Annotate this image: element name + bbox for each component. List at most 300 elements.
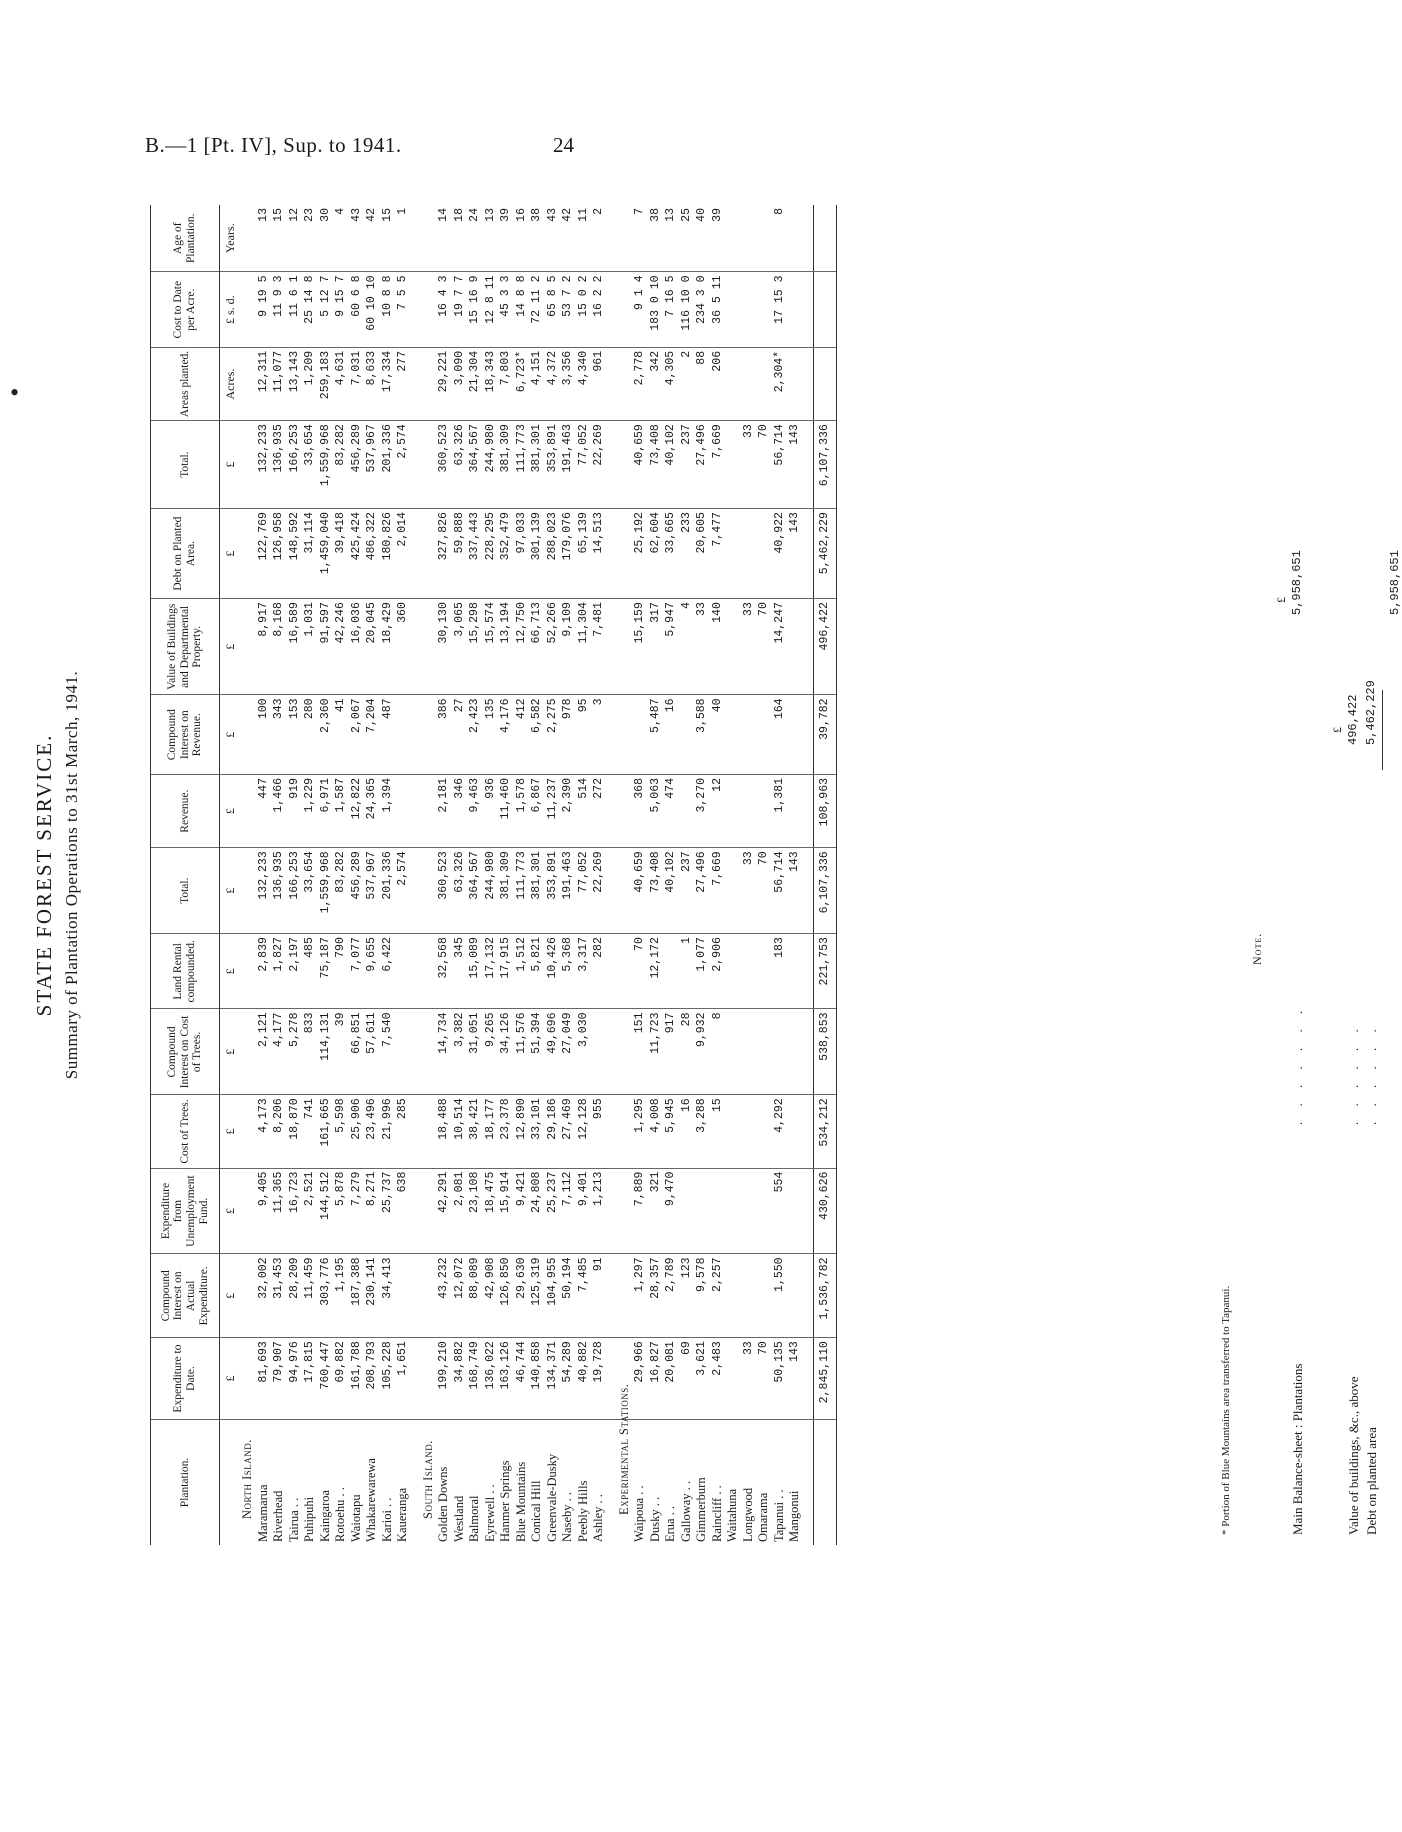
table-cell: 1,031 xyxy=(302,599,318,695)
table-row xyxy=(576,205,592,1545)
table-cell: 12,172 xyxy=(648,934,664,1009)
table-cell: 9,932 xyxy=(694,1009,710,1095)
table-cell: 487 xyxy=(380,695,396,775)
table-cell: 43 xyxy=(349,205,365,272)
table-cell: 21,304 xyxy=(467,347,483,420)
plantation-name: Dusky . . xyxy=(647,1496,662,1542)
table-cell xyxy=(725,848,741,934)
table-cell: 57,611 xyxy=(364,1009,380,1095)
debt-value: 5,462,229 xyxy=(1364,680,1378,745)
table-cell: 4 xyxy=(333,205,349,272)
table-row xyxy=(545,205,561,1545)
table-cell: 7 16 5 xyxy=(663,272,679,347)
table-cell xyxy=(787,1254,803,1338)
table-cell: 4,173 xyxy=(256,1095,272,1168)
table-cell: 70 xyxy=(756,421,772,509)
table-cell: 19,728 xyxy=(591,1338,607,1420)
table-cell: 25,737 xyxy=(380,1168,396,1254)
table-cell xyxy=(725,509,741,599)
table-cell: 27,049 xyxy=(560,1009,576,1095)
table-cell: 12,311 xyxy=(256,347,272,420)
table-cell: 4,372 xyxy=(545,347,561,420)
table-cell: 10,514 xyxy=(452,1095,468,1168)
table-cell xyxy=(741,695,757,775)
table-cell: 1,195 xyxy=(333,1254,349,1338)
note-title: Note. xyxy=(1250,932,1264,965)
table-cell: 27,496 xyxy=(694,848,710,934)
table-cell: 34,413 xyxy=(380,1254,396,1338)
table-cell: 3,317 xyxy=(576,934,592,1009)
plantation-name: Galloway . . xyxy=(678,1480,693,1542)
table-cell: 136,935 xyxy=(271,421,287,509)
table-cell: 6,867 xyxy=(529,775,545,848)
plantation-name: Erua . . xyxy=(663,1505,678,1542)
total-cell: 538,853 xyxy=(813,1009,836,1095)
table-cell: 2,081 xyxy=(452,1168,468,1254)
table-cell: 12 8 11 xyxy=(483,272,499,347)
table-cell: 38 xyxy=(648,205,664,272)
total-cell: 5,462,229 xyxy=(813,509,836,599)
table-cell: 412 xyxy=(514,695,530,775)
table-cell: 5,598 xyxy=(333,1095,349,1168)
table-cell: 187,388 xyxy=(349,1254,365,1338)
unit-cell: £ xyxy=(220,1338,241,1420)
table-cell xyxy=(725,347,741,420)
table-cell: 28 xyxy=(679,1009,695,1095)
table-cell: 73,408 xyxy=(648,848,664,934)
table-cell: 42 xyxy=(364,205,380,272)
table-cell: 31,051 xyxy=(467,1009,483,1095)
plantation-name: Riverhead xyxy=(271,1490,286,1542)
table-cell: 978 xyxy=(560,695,576,775)
table-cell: 280 xyxy=(302,695,318,775)
table-cell: 33,101 xyxy=(529,1095,545,1168)
table-cell: 20,605 xyxy=(694,509,710,599)
table-cell: 2,778 xyxy=(632,347,648,420)
unit-cell xyxy=(220,1419,241,1545)
table-cell: 122,769 xyxy=(256,509,272,599)
plantation-name: Blue Mountains xyxy=(513,1461,528,1542)
total-cell: 534,212 xyxy=(813,1095,836,1168)
table-cell: 14 8 8 xyxy=(514,272,530,347)
table-cell: 16 2 2 xyxy=(591,272,607,347)
table-cell: 277 xyxy=(395,347,411,420)
table-cell: 56,714 xyxy=(772,421,788,509)
table-cell: 20,045 xyxy=(364,599,380,695)
table-row xyxy=(302,205,318,1545)
table-cell: 132,233 xyxy=(256,848,272,934)
table-cell: 1,559,968 xyxy=(318,421,334,509)
column-header: Debt on Planted Area. xyxy=(151,509,220,599)
table-cell xyxy=(787,1168,803,1254)
table-cell: 7 xyxy=(632,205,648,272)
column-header: Expenditure from Unemployment Fund. xyxy=(151,1168,220,1254)
table-cell: 2,839 xyxy=(256,934,272,1009)
section-heading-row xyxy=(421,205,437,1545)
table-cell: 16 xyxy=(514,205,530,272)
table-cell: 7,669 xyxy=(710,848,726,934)
table-cell xyxy=(756,934,772,1009)
plantation-name: Waiotapu xyxy=(348,1494,363,1542)
table-cell: 40,922 xyxy=(772,509,788,599)
table-cell xyxy=(741,1095,757,1168)
table-cell: 8 xyxy=(710,1009,726,1095)
table-cell: 9 19 5 xyxy=(256,272,272,347)
plantation-name: Karioi . . xyxy=(379,1497,394,1542)
table-cell: 237 xyxy=(679,421,695,509)
buildings-value: 496,422 xyxy=(1346,694,1360,745)
table-cell xyxy=(725,775,741,848)
table-cell: 3,030 xyxy=(576,1009,592,1095)
table-cell: 1,381 xyxy=(772,775,788,848)
table-cell: 62,604 xyxy=(648,509,664,599)
table-cell: 111,773 xyxy=(514,848,530,934)
table-cell: 15,914 xyxy=(498,1168,514,1254)
total-cell: 6,107,336 xyxy=(813,421,836,509)
table-cell: 301,139 xyxy=(529,509,545,599)
plantation-name: Waipoua . . xyxy=(632,1485,647,1542)
table-row xyxy=(787,205,803,1545)
table-cell: 24,808 xyxy=(529,1168,545,1254)
table-cell: 66,851 xyxy=(349,1009,365,1095)
table-cell: 32,568 xyxy=(436,934,452,1009)
table-cell: 11,723 xyxy=(648,1009,664,1095)
table-cell: 2,181 xyxy=(436,775,452,848)
currency-symbol: £ xyxy=(1330,727,1344,733)
column-header: Compound Interest on Actual Expenditure. xyxy=(151,1254,220,1338)
table-cell: 2,257 xyxy=(710,1254,726,1338)
table-cell xyxy=(787,775,803,848)
table-cell: 3,270 xyxy=(694,775,710,848)
table-cell: 360,523 xyxy=(436,421,452,509)
table-cell: 342 xyxy=(648,347,664,420)
table-cell: 43,232 xyxy=(436,1254,452,1338)
units-row xyxy=(220,205,241,1545)
total-cell: 108,963 xyxy=(813,775,836,848)
plantation-name: Raincliff . . xyxy=(709,1485,724,1542)
table-cell: 116 10 0 xyxy=(679,272,695,347)
table-cell: 514 xyxy=(576,775,592,848)
table-cell: 936 xyxy=(483,775,499,848)
table-cell xyxy=(772,1009,788,1095)
table-cell: 2 xyxy=(679,347,695,420)
table-cell: 40,882 xyxy=(576,1338,592,1420)
table-cell: 15 xyxy=(380,205,396,272)
plantation-name: Eyrewell . . xyxy=(482,1484,497,1542)
binding-mark: • xyxy=(10,378,20,407)
rotated-table-sheet: STATE FOREST SERVICE. Summary of Plantation Operations to 31st March, 1941. Plantation. Expenditure to Date. Compound Interest on Actual Expenditure. Expenditure from Unemployment Fund. Cost of Trees. Compound Interest on Cost of Trees. Land Rental compounded. Total. Revenue. Compound Interest on Revenue. Value of Buildings and Departmental Property. Debt on Planted Area. Total. Areas planted. Cost to Date per Acre. Age of Plantation. £ £ £ £ £ £ £ £ £ £ £ £ Acres. £ s. d. Years. North Island. Maramarua 81,693 32,002 9,405 4,173 2,121 2,839 132,233 447 100 8,917 122,769 132,233 12,311 9 19 5 13 Riverhead 79,907 31,453 11,365 8,206 4,177 1,827 136,935 1,466 343 8,168 126,958 136,935 11,077 11 9 3 15 Tairua . . 94,976 28,209 16,723 18,870 5,278 2,197 166,253 919 153 16,589 148,592 166,253 13,143 11 6 1 12 Puhipuhi 17,815 11,459 2,521 741 833 485 33,654 1,229 280 1,031 31,114 33,654 1,209 25 14 8 23 Kaingaroa 760,447 303,776 144,512 161,665 114,131 75,187 1,559,968 6,971 2,360 91,597 1,459,040 1,559,968 259,183 5 12 7 30 Rotoehu . . 69,882 1,195 5,878 5,598 39 790 83,282 1,587 41 42,246 39,418 83,282 4,631 9 15 7 4 Waiotapu 161,788 187,388 7,279 25,906 66,851 7,077 456,289 12,822 2,067 16,036 425,424 456,289 7,031 60 6 8 43 Whakarewarewa 208,793 230,141 8,271 23,496 57,611 9,655 537,967 24,365 7,204 20,045 486,322 537,967 8,633 60 10 10 42 Karioi . . 105,228 34,413 25,737 21,996 7,540 6,422 201,336 1,394 487 18,429 180,826 201,336 17,334 10 8 8 15 Kaueranga 1,651 638 285 2,574 360 2,014 2,574 277 7 5 5 1 South Island. Golden Downs 199,210 43,232 42,291 18,488 14,734 32,568 360,523 2,181 386 30,130 327,826 360,523 29,221 16 4 3 14 Westland 34,882 12,072 2,081 10,514 3,382 345 63,326 346 27 3,065 59,888 63,326 3,090 19 7 7 18 Balmoral 168,749 88,089 23,108 38,421 31,051 15,089 364,567 9,463 2,423 15,298 337,443 364,567 21,304 15 16 9 24 Eyrewell . . 136,022 42,908 18,475 18,177 9,265 17,132 244,980 936 135 15,574 228,295 244,980 18,343 12 8 11 13 Hanmer Springs 163,126 126,850 15,914 23,378 34,126 17,915 381,309 11,460 4,176 13,194 352,479 381,309 7,803 45 3 3 39 Blue Mountains 46,744 29,630 9,421 12,890 11,576 1,512 111,773 1,578 412 12,750 97,033 111,773 6,723* 14 8 8 16 Conical Hill 140,858 125,319 24,808 33,101 51,394 5,821 381,301 6,867 6,582 66,713 301,139 381,301 4,151 72 11 2 38 Greenvale-Dusky 134,371 104,955 25,237 29,186 49,696 10,426 353,891 11,237 2,275 52,266 288,023 353,891 4,372 65 8 5 43 Naseby . . 54,289 50,194 7,112 27,469 27,049 5,368 191,463 2,390 978 9,109 179,076 191,463 3,356 53 7 2 42 Peebly Hills 40,882 7,485 9,401 12,128 3,030 3,317 77,052 514 95 11,304 65,139 77,052 4,340 15 0 2 11 Ashley . . 19,728 91 1,213 955 282 22,269 272 3 7,481 14,513 22,269 961 16 2 2 2 Experimental Stations. Waipoua . . 29,966 1,297 7,889 1,295 151 70 40,659 368 15,159 25,192 40,659 2,778 9 1 4 7 Dusky . . 16,827 28,357 321 4,008 11,723 12,172 73,408 5,063 5,487 317 62,604 73,408 342 183 0 10 38 Erua . . 20,081 2,789 9,470 5,945 917 40,102 474 16 5,947 33,665 40,102 4,305 7 16 5 13 Galloway . . 69 123 16 28 1 237 4 233 237 2 116 10 0 25 Gimmerburn 3,621 9,578 3,288 9,932 1,077 27,496 3,270 3,588 33 20,605 27,496 88 234 3 0 40 Raincliff . . 2,483 2,257 15 8 2,906 7,669 12 40 140 7,477 7,669 206 36 5 11 39 Waitahuna Longwood 33 33 33 33 Omarama 70 70 70 70 Tapanui . . 50,135 1,550 554 4,292 183 56,714 1,381 164 14,247 40,922 56,714 2,304* 17 15 3 8 Mangonui 143 143 143 143 2,845,110 1,536,782 430,626 534,212 538,853 221,753 6,107,336 108,963 39,782 496,422 5,462,229 6,107,336 * Portion of Blue Mountains area transferred to Tapanui. Note. £ Main Balance-sheet : Plantations . . . . . . . 5,958,651 £ Value of buildings, &c., above . . . . . . 496,422 Debt on planted area . . . . . . 5,462,229 5,958,651 xyxy=(150,205,1060,1545)
column-header: Cost to Date per Acre. xyxy=(151,272,220,347)
table-cell: 11,576 xyxy=(514,1009,530,1095)
table-cell: 91 xyxy=(591,1254,607,1338)
table-row xyxy=(271,205,287,1545)
table-cell: 1 xyxy=(395,205,411,272)
table-cell: 3,288 xyxy=(694,1095,710,1168)
table-cell xyxy=(787,347,803,420)
table-cell: 4,292 xyxy=(772,1095,788,1168)
table-cell: 288,023 xyxy=(545,509,561,599)
plantation-summary-table xyxy=(150,205,837,1545)
sum-value: 5,958,651 xyxy=(1388,550,1402,615)
table-cell: 42,246 xyxy=(333,599,349,695)
table-cell: 9,265 xyxy=(483,1009,499,1095)
table-row xyxy=(679,205,695,1545)
table-cell xyxy=(756,775,772,848)
table-cell xyxy=(741,1254,757,1338)
total-cell: 1,536,782 xyxy=(813,1254,836,1338)
table-cell: 25,906 xyxy=(349,1095,365,1168)
table-cell: 163,126 xyxy=(498,1338,514,1420)
column-header: Total. xyxy=(151,848,220,934)
table-row xyxy=(529,205,545,1545)
table-cell: 34,126 xyxy=(498,1009,514,1095)
table-cell: 43 xyxy=(545,205,561,272)
table-cell xyxy=(725,272,741,347)
table-cell: 40,102 xyxy=(663,421,679,509)
table-cell: 919 xyxy=(287,775,303,848)
table-cell: 3,090 xyxy=(452,347,468,420)
table-cell: 8,271 xyxy=(364,1168,380,1254)
table-cell: 136,022 xyxy=(483,1338,499,1420)
table-cell: 70 xyxy=(756,848,772,934)
table-cell: 33 xyxy=(741,1338,757,1420)
table-cell: 2,014 xyxy=(395,509,411,599)
table-cell: 7,889 xyxy=(632,1168,648,1254)
unit-cell: £ xyxy=(220,934,241,1009)
table-cell: 143 xyxy=(787,1338,803,1420)
table-cell: 1,651 xyxy=(395,1338,411,1420)
section-heading: Experimental Stations. xyxy=(616,1383,631,1515)
table-cell: 40,659 xyxy=(632,848,648,934)
table-cell: 353,891 xyxy=(545,848,561,934)
table-cell xyxy=(787,695,803,775)
table-cell: 486,322 xyxy=(364,509,380,599)
table-cell xyxy=(741,272,757,347)
table-cell: 1,297 xyxy=(632,1254,648,1338)
table-cell: 381,309 xyxy=(498,421,514,509)
table-cell: 50,194 xyxy=(560,1254,576,1338)
table-cell: 25 xyxy=(679,205,695,272)
table-cell: 1,578 xyxy=(514,775,530,848)
table-cell xyxy=(694,1168,710,1254)
table-cell: 59,888 xyxy=(452,509,468,599)
table-cell xyxy=(679,775,695,848)
table-row xyxy=(648,205,664,1545)
table-cell: 9 15 7 xyxy=(333,272,349,347)
table-cell: 4,631 xyxy=(333,347,349,420)
table-cell: 77,052 xyxy=(576,421,592,509)
table-cell: 4,305 xyxy=(663,347,679,420)
table-cell: 5,878 xyxy=(333,1168,349,1254)
table-cell xyxy=(725,695,741,775)
table-row xyxy=(256,205,272,1545)
table-cell: 21,996 xyxy=(380,1095,396,1168)
table-cell: 164 xyxy=(772,695,788,775)
table-cell: 18,177 xyxy=(483,1095,499,1168)
plantation-name: Puhipuhi xyxy=(302,1496,317,1542)
table-cell xyxy=(725,934,741,1009)
table-cell: 39 xyxy=(498,205,514,272)
table-cell: 474 xyxy=(663,775,679,848)
table-cell: 148,592 xyxy=(287,509,303,599)
table-cell: 25,192 xyxy=(632,509,648,599)
plantation-name: Greenvale-Dusky xyxy=(544,1453,559,1542)
table-cell: 833 xyxy=(302,1009,318,1095)
table-cell: 12,128 xyxy=(576,1095,592,1168)
table-cell: 91,597 xyxy=(318,599,334,695)
table-cell xyxy=(787,1009,803,1095)
table-row xyxy=(364,205,380,1545)
table-cell: 15,089 xyxy=(467,934,483,1009)
table-cell: 179,076 xyxy=(560,509,576,599)
table-cell: 16,827 xyxy=(648,1338,664,1420)
table-cell: 183 0 10 xyxy=(648,272,664,347)
table-cell xyxy=(787,934,803,1009)
table-cell: 9 1 4 xyxy=(632,272,648,347)
table-cell: 3,382 xyxy=(452,1009,468,1095)
table-cell xyxy=(741,347,757,420)
sum-rule xyxy=(1382,690,1383,770)
table-cell: 12,750 xyxy=(514,599,530,695)
column-header: Areas planted. xyxy=(151,347,220,420)
table-cell: 2,304* xyxy=(772,347,788,420)
table-row xyxy=(741,205,757,1545)
table-cell xyxy=(787,599,803,695)
table-cell: 15,574 xyxy=(483,599,499,695)
table-cell: 8,206 xyxy=(271,1095,287,1168)
table-cell: 1,209 xyxy=(302,347,318,420)
table-cell: 381,301 xyxy=(529,848,545,934)
table-cell: 40,102 xyxy=(663,848,679,934)
table-cell: 7 5 5 xyxy=(395,272,411,347)
table-cell: 17,815 xyxy=(302,1338,318,1420)
table-cell: 1,077 xyxy=(694,934,710,1009)
section-heading-row xyxy=(240,205,256,1545)
table-cell: 18,870 xyxy=(287,1095,303,1168)
table-cell: 16,589 xyxy=(287,599,303,695)
table-cell: 381,309 xyxy=(498,848,514,934)
table-cell xyxy=(725,1338,741,1420)
table-cell: 33,654 xyxy=(302,848,318,934)
table-cell: 11,077 xyxy=(271,347,287,420)
table-cell: 760,447 xyxy=(318,1338,334,1420)
unit-cell: £ s. d. xyxy=(220,272,241,347)
table-cell: 16,723 xyxy=(287,1168,303,1254)
table-cell: 126,958 xyxy=(271,509,287,599)
table-cell: 11,365 xyxy=(271,1168,287,1254)
table-cell xyxy=(741,1009,757,1095)
table-cell xyxy=(725,1009,741,1095)
table-cell: 282 xyxy=(591,934,607,1009)
table-cell: 6,582 xyxy=(529,695,545,775)
table-cell: 6,422 xyxy=(380,934,396,1009)
table-cell: 1,559,968 xyxy=(318,848,334,934)
table-cell: 917 xyxy=(663,1009,679,1095)
table-cell xyxy=(756,509,772,599)
table-cell: 15,298 xyxy=(467,599,483,695)
unit-cell: £ xyxy=(220,695,241,775)
table-cell: 18,343 xyxy=(483,347,499,420)
table-cell: 88 xyxy=(694,347,710,420)
table-cell: 12,072 xyxy=(452,1254,468,1338)
table-cell: 485 xyxy=(302,934,318,1009)
table-cell: 7,031 xyxy=(349,347,365,420)
table-cell: 364,567 xyxy=(467,848,483,934)
document-subtitle: Summary of Plantation Operations to 31st March, 1941. xyxy=(62,670,81,1080)
plantation-name: Tairua . . xyxy=(286,1497,301,1542)
table-cell: 27,469 xyxy=(560,1095,576,1168)
table-cell: 15 16 9 xyxy=(467,272,483,347)
plantation-name: Whakarewarewa xyxy=(364,1458,379,1542)
table-cell: 199,210 xyxy=(436,1338,452,1420)
table-row xyxy=(380,205,396,1545)
unit-cell: £ xyxy=(220,775,241,848)
table-row xyxy=(452,205,468,1545)
table-cell: 554 xyxy=(772,1168,788,1254)
table-cell: 70 xyxy=(756,599,772,695)
table-cell xyxy=(395,775,411,848)
table-cell: 11 9 3 xyxy=(271,272,287,347)
table-cell xyxy=(679,1168,695,1254)
table-cell: 51,394 xyxy=(529,1009,545,1095)
table-cell: 6,723* xyxy=(514,347,530,420)
table-cell: 39 xyxy=(333,1009,349,1095)
table-cell: 100 xyxy=(256,695,272,775)
table-cell: 230,141 xyxy=(364,1254,380,1338)
table-cell: 9,405 xyxy=(256,1168,272,1254)
table-cell: 97,033 xyxy=(514,509,530,599)
table-cell: 42,908 xyxy=(483,1254,499,1338)
table-cell: 75,187 xyxy=(318,934,334,1009)
table-cell: 1,295 xyxy=(632,1095,648,1168)
table-cell: 15 0 2 xyxy=(576,272,592,347)
table-cell: 39 xyxy=(710,205,726,272)
table-cell: 60 10 10 xyxy=(364,272,380,347)
table-cell: 352,479 xyxy=(498,509,514,599)
table-cell: 17 15 3 xyxy=(772,272,788,347)
total-cell: 6,107,336 xyxy=(813,848,836,934)
table-cell xyxy=(756,205,772,272)
unit-cell: £ xyxy=(220,1168,241,1254)
table-cell: 29,221 xyxy=(436,347,452,420)
table-cell: 25 14 8 xyxy=(302,272,318,347)
table-cell: 19 7 7 xyxy=(452,272,468,347)
plantation-name: Conical Hill xyxy=(529,1480,544,1542)
table-cell: 18,475 xyxy=(483,1168,499,1254)
total-cell: 430,626 xyxy=(813,1168,836,1254)
table-cell: 1,466 xyxy=(271,775,287,848)
table-row xyxy=(333,205,349,1545)
table-cell: 7,077 xyxy=(349,934,365,1009)
table-cell: 12 xyxy=(710,775,726,848)
table-cell: 4,340 xyxy=(576,347,592,420)
table-cell: 7,279 xyxy=(349,1168,365,1254)
table-cell: 2,906 xyxy=(710,934,726,1009)
table-cell: 364,567 xyxy=(467,421,483,509)
table-cell: 180,826 xyxy=(380,509,396,599)
plantation-name: Waitahuna xyxy=(725,1488,740,1542)
table-cell: 13,194 xyxy=(498,599,514,695)
column-header: Cost of Trees. xyxy=(151,1095,220,1168)
table-cell: 17,915 xyxy=(498,934,514,1009)
table-cell: 7,481 xyxy=(591,599,607,695)
table-cell: 23 xyxy=(302,205,318,272)
table-cell: 14,734 xyxy=(436,1009,452,1095)
table-body xyxy=(220,205,837,1545)
table-row xyxy=(395,205,411,1545)
table-cell: 140 xyxy=(710,599,726,695)
table-cell: 12,822 xyxy=(349,775,365,848)
